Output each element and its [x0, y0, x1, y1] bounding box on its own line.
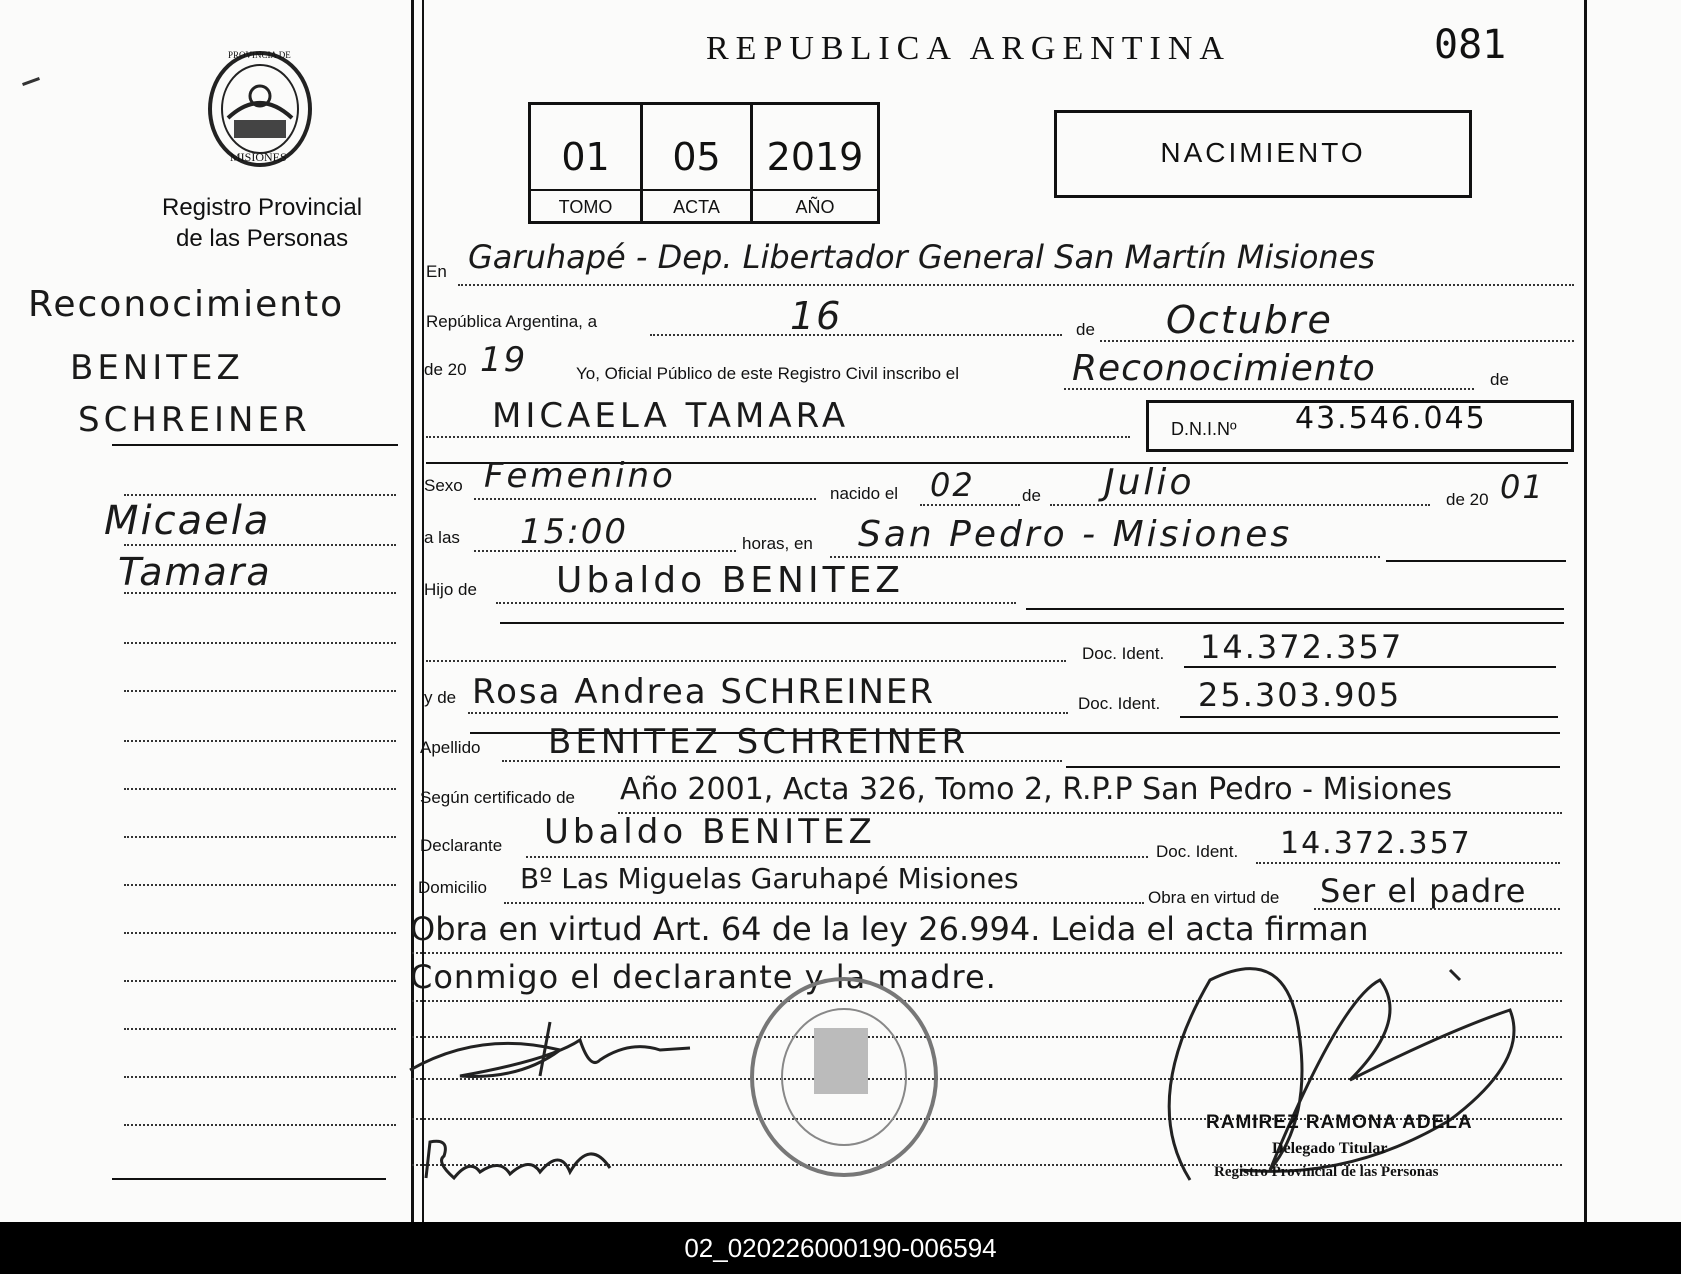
registry-line2: de las Personas: [176, 225, 349, 252]
value-obra: Ser el padre: [1320, 872, 1527, 910]
value-birth-day: 02: [930, 466, 975, 504]
margin-line: [124, 690, 396, 692]
value-father-doc: 14.372.357: [1200, 628, 1404, 666]
document-title: REPUBLICA ARGENTINA: [706, 30, 1231, 67]
line-father: [496, 602, 1016, 604]
label-yde: y de: [424, 688, 457, 707]
margin-line: [124, 1124, 396, 1126]
note-line2: Conmigo el declarante y la madre.: [410, 958, 997, 996]
mother-signature: [420, 1128, 640, 1188]
label-en: En: [426, 262, 447, 281]
rule-apellido-end: [1066, 766, 1560, 768]
value-name: MICAELA TAMARA: [492, 396, 850, 436]
acta-cell: [643, 105, 753, 221]
line-name: [426, 436, 1130, 438]
margin-line: [124, 592, 396, 594]
registry-line1: Registro Provincial: [162, 194, 363, 221]
margin-surname1: BENITEZ: [70, 348, 244, 388]
value-time: 15:00: [520, 512, 628, 552]
value-apellido: BENITEZ SCHREINER: [548, 722, 970, 762]
line-sexo: [474, 498, 816, 500]
value-day: 16: [790, 294, 843, 338]
note-line1: Obra en virtud Art. 64 de la ley 26.994. Leida el acta firman: [410, 910, 1369, 948]
margin-line: [124, 1028, 396, 1030]
label-father-doc: Doc. Ident.: [1082, 644, 1165, 663]
margin-line: [124, 788, 396, 790]
margin-line: [124, 836, 396, 838]
tomo-label: TOMO: [558, 197, 613, 217]
tomo-cell: [531, 105, 643, 221]
value-mother-doc: 25.303.905: [1198, 676, 1402, 714]
value-en: Garuhapé - Dep. Libertador General San Martín Misiones: [468, 238, 1376, 276]
margin-line: [124, 494, 396, 496]
line-day: [650, 334, 1062, 336]
value-domicilio: Bº Las Miguelas Garuhapé Misiones: [520, 862, 1019, 895]
margin-line: [124, 740, 396, 742]
rule-place-end: [1386, 560, 1566, 562]
value-declarante-doc: 14.372.357: [1280, 826, 1472, 861]
right-border-rule: [1584, 0, 1587, 1222]
label-horas: horas, en: [742, 534, 813, 553]
value-sexo: Femenino: [484, 456, 676, 496]
margin-line: [124, 932, 396, 934]
acta-label: ACTA: [673, 197, 720, 217]
margin-line: [124, 1076, 396, 1078]
dni-box: [1146, 400, 1574, 452]
line-father-extra: [426, 660, 1066, 662]
value-month: Octubre: [1166, 298, 1333, 342]
document-code: 02_020226000190-006594: [0, 1222, 1681, 1274]
anio-cell: [753, 105, 877, 221]
anio-label: AÑO: [795, 197, 835, 217]
line-mother: [468, 712, 1068, 714]
registry-id-box: [528, 102, 880, 224]
seal-top-text: PROVINCIA DE: [228, 50, 291, 60]
official-office: Registro Provincial de las Personas: [1214, 1164, 1439, 1180]
label-mother-doc: Doc. Ident.: [1078, 694, 1161, 713]
official-role: Delegado Titular: [1272, 1140, 1388, 1157]
margin-heading: Reconocimiento: [28, 284, 345, 325]
value-declarante: Ubaldo BENITEZ: [544, 812, 876, 852]
line-place: [830, 556, 1380, 558]
declarant-signature: [400, 1010, 700, 1090]
label-apellido: Apellido: [420, 738, 481, 757]
margin-given1: Micaela: [104, 498, 271, 544]
value-birth-year-suffix: 01: [1500, 468, 1545, 506]
label-de2: de: [1490, 370, 1509, 389]
value-segun: Año 2001, Acta 326, Tomo 2, R.P.P San Pedro - Misiones: [620, 772, 1453, 807]
line-declarante: [526, 856, 1148, 858]
margin-surname2: SCHREINER: [78, 400, 311, 440]
label-alas: a las: [424, 528, 460, 547]
line-en: [458, 284, 1574, 286]
value-father: Ubaldo BENITEZ: [556, 560, 904, 601]
seal-bottom-text: MISIONES: [230, 150, 287, 164]
label-nacido: nacido el: [830, 484, 899, 503]
margin-given2: Tamara: [118, 550, 272, 594]
acta-value: 05: [672, 135, 721, 179]
label-birth-year-prefix: de 20: [1446, 490, 1489, 509]
page-number: 081: [1434, 22, 1507, 68]
margin-tick: [22, 77, 40, 86]
margin-rule: [112, 444, 398, 446]
label-de: de: [1076, 320, 1095, 339]
label-declarante: Declarante: [420, 836, 503, 855]
label-oficial: Yo, Oficial Público de este Registro Civil inscribo el: [576, 364, 959, 383]
label-de3: de: [1022, 486, 1041, 505]
value-place: San Pedro - Misiones: [858, 514, 1293, 555]
act-type: NACIMIENTO: [1160, 137, 1366, 168]
label-sexo: Sexo: [424, 476, 463, 495]
label-hijo: Hijo de: [424, 580, 477, 599]
official-stamp: [744, 972, 944, 1182]
label-republica: República Argentina, a: [426, 312, 598, 331]
rule-father-under: [500, 622, 1564, 624]
margin-bottom-rule: [112, 1178, 386, 1180]
label-obra: Obra en virtud de: [1148, 888, 1280, 907]
rule-father-end: [1026, 608, 1564, 610]
rule-father-doc: [1184, 666, 1556, 668]
label-segun: Según certificado de: [420, 788, 575, 807]
line-birth-day: [920, 504, 1020, 506]
id-box-divider: [531, 189, 877, 191]
label-dni: D.N.I.Nº: [1171, 419, 1237, 439]
margin-line: [124, 884, 396, 886]
value-birth-month: Julio: [1104, 462, 1195, 503]
value-dni: 43.546.045: [1295, 401, 1487, 436]
label-domicilio: Domicilio: [418, 878, 487, 897]
line-domicilio: [504, 902, 1144, 904]
margin-line: [124, 642, 396, 644]
value-year-suffix: 19: [480, 340, 528, 380]
tomo-value: 01: [561, 135, 610, 179]
value-mother: Rosa Andrea SCHREINER: [472, 672, 935, 712]
line-declarante-doc: [1256, 862, 1560, 864]
value-inscribe: Reconocimiento: [1072, 348, 1376, 389]
rule-mother-doc: [1180, 716, 1558, 718]
official-name: RAMIREZ RAMONA ADELA: [1206, 1112, 1473, 1133]
margin-line: [124, 980, 396, 982]
anio-value: 2019: [766, 135, 864, 179]
act-type-box: [1054, 110, 1472, 198]
label-year-prefix: de 20: [424, 360, 467, 379]
margin-line: [124, 544, 396, 546]
label-declarante-doc: Doc. Ident.: [1156, 842, 1239, 861]
line-birth-month: [1050, 504, 1430, 506]
